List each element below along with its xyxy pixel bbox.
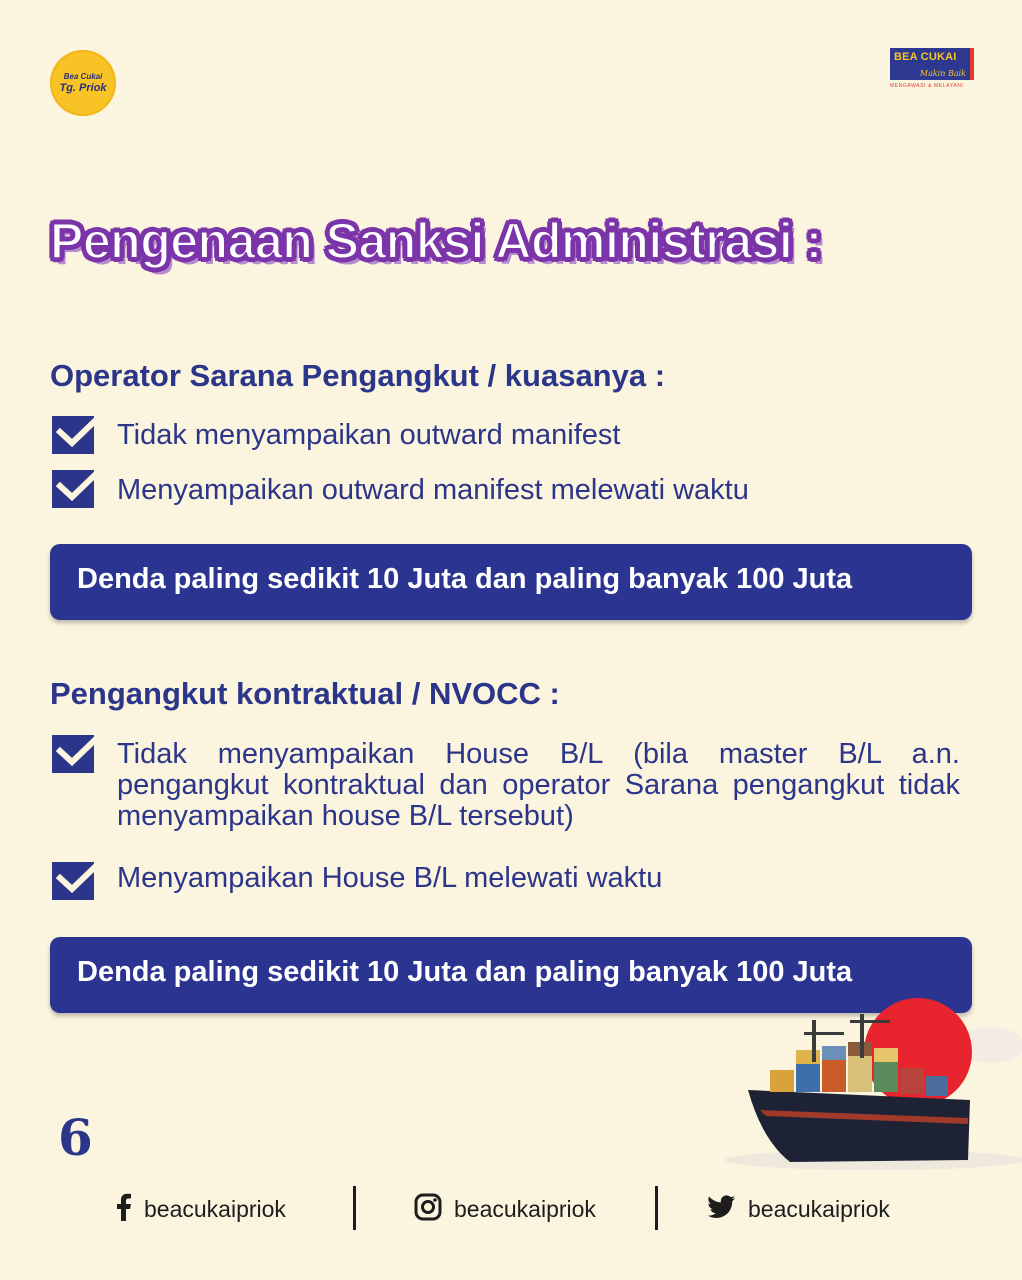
fine-banner — [50, 544, 972, 620]
twitter-link[interactable] — [708, 1192, 890, 1226]
list-item: Tidak menyampaikan outward manifest — [117, 419, 621, 451]
footer-divider — [655, 1186, 658, 1230]
logo-right-brand: BEA CUKAI — [894, 51, 957, 63]
facebook-icon — [116, 1193, 132, 1226]
fine-text: Denda paling sedikit 10 Juta dan paling banyak 100 Juta — [77, 563, 853, 595]
twitter-icon — [708, 1195, 736, 1224]
page-number: 6 — [58, 1108, 93, 1167]
list-item: Menyampaikan outward manifest melewati waktu — [117, 474, 749, 506]
checkbox-checked-icon — [50, 860, 100, 902]
facebook-link[interactable] — [116, 1192, 286, 1226]
instagram-handle: beacukaipriok — [454, 1195, 596, 1222]
checkbox-checked-icon — [50, 468, 100, 510]
fine-text: Denda paling sedikit 10 Juta dan paling banyak 100 Juta — [77, 956, 853, 988]
section-heading-operator: Operator Sarana Pengangkut / kuasanya : — [50, 358, 666, 393]
list-item: Tidak menyampaikan House B/L (bila master B/L a.n. pengangkut kontraktual dan operator Sarana pengangkut tidak menyampaikan house B/L tersebut) — [117, 738, 960, 832]
bea-cukai-brand-logo — [890, 48, 974, 94]
logo-right-tagline: MENGAWASI & MELAYANI — [890, 83, 964, 89]
twitter-handle: beacukaipriok — [748, 1195, 890, 1222]
logo-right-slogan: Makin Baik — [919, 69, 966, 78]
instagram-icon — [414, 1193, 442, 1226]
bea-cukai-priok-logo — [50, 50, 116, 116]
cargo-ship-illustration — [700, 990, 1022, 1180]
page-title: Pengenaan Sanksi Administrasi : — [50, 213, 822, 269]
checkbox-checked-icon — [50, 733, 100, 775]
logo-left-line2: Tg. Priok — [59, 81, 107, 94]
facebook-handle: beacukaipriok — [144, 1195, 286, 1222]
list-item: Menyampaikan House B/L melewati waktu — [117, 862, 663, 894]
footer-divider — [353, 1186, 356, 1230]
section-heading-nvocc: Pengangkut kontraktual / NVOCC : — [50, 676, 560, 711]
logo-left-line1: Bea Cukai — [63, 71, 103, 81]
instagram-link[interactable] — [414, 1192, 596, 1226]
checkbox-checked-icon — [50, 414, 100, 456]
